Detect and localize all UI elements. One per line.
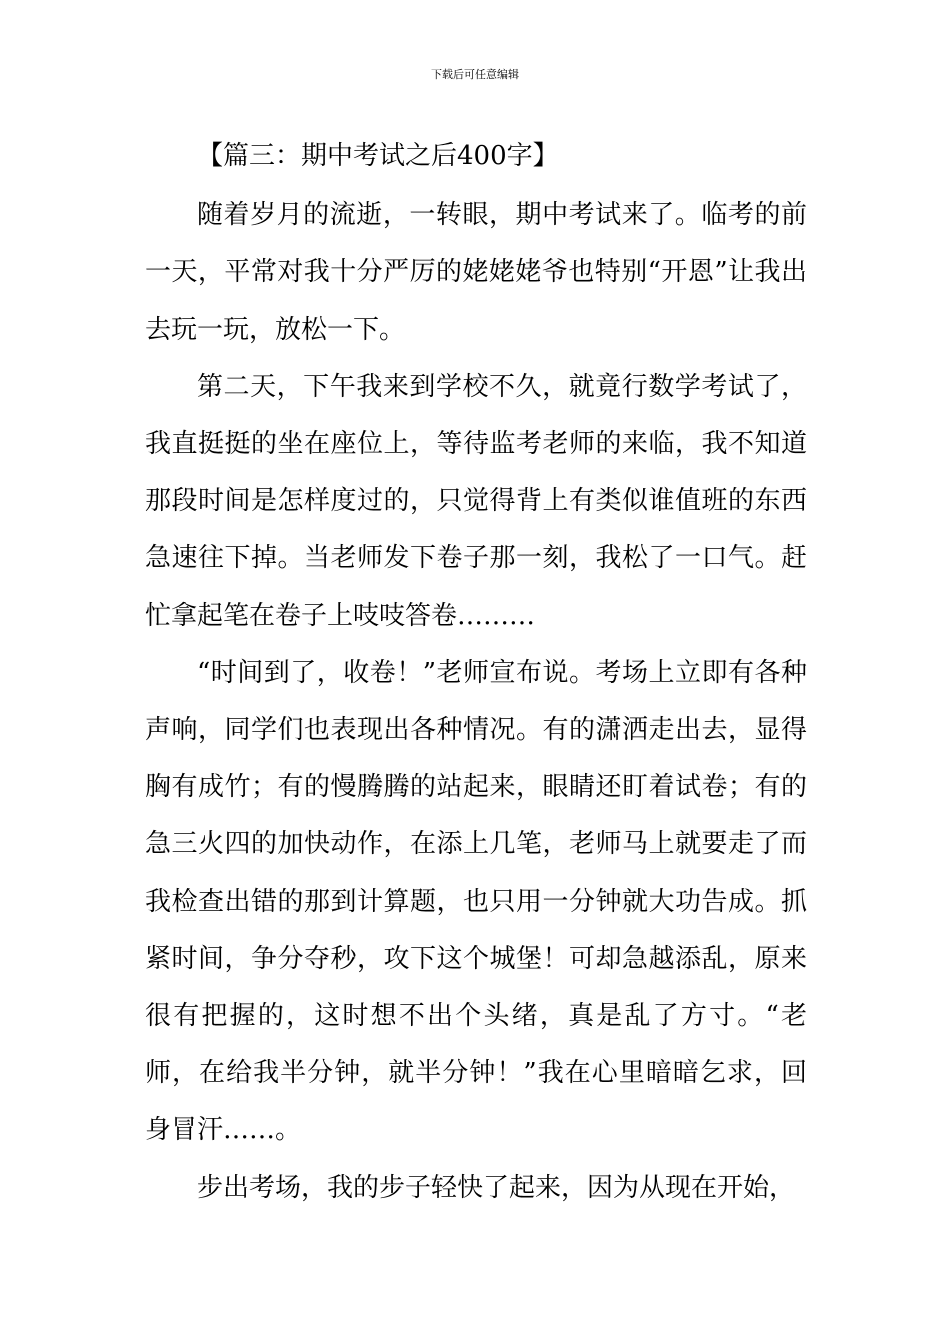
- paragraph-2: 第二天，下午我来到学校不久，就竟行数学考试了，我直挺挺的坐在座位上，等待监考老师的来临，我不知道那段时间是怎样度过的，只觉得背上有类似谁值班的东西急速往下掉。当老师发下卷子那一刻，我松了一口气。赶忙拿起笔在卷子上吱吱答卷………: [145, 371, 807, 631]
- paragraph-4: 步出考场，我的步子轻快了起来，因为从现在开始，: [197, 1172, 796, 1203]
- paragraph-3: “时间到了，收卷！”老师宣布说。考场上立即有各种声响，同学们也表现出各种情况。有的潇洒走出去，显得胸有成竹；有的慢腾腾的站起来，眼睛还盯着试卷；有的急三火四的加快动作，在添上几笔，老师马上就要走了而我检查出错的那到计算题，也只用一分钟就大功告成。抓紧时间，争分夺秒，攻下这个城堡！可却急越添乱，原来很有把握的，这时想不出个头绪，真是乱了方寸。“老师，在给我半分钟，就半分钟！”我在心里暗暗乞求，回身冒汗……。: [145, 657, 807, 1146]
- header-note: 下载后可任意编辑: [431, 68, 519, 81]
- article-title: 【篇三：期中考试之后400字】: [197, 141, 559, 171]
- paragraph-1: 随着岁月的流逝，一转眼，期中考试来了。临考的前一天，平常对我十分严厉的姥姥姥爷也特别“开恩”让我出去玩一玩，放松一下。: [145, 200, 807, 345]
- article-body: [145, 128, 807, 1217]
